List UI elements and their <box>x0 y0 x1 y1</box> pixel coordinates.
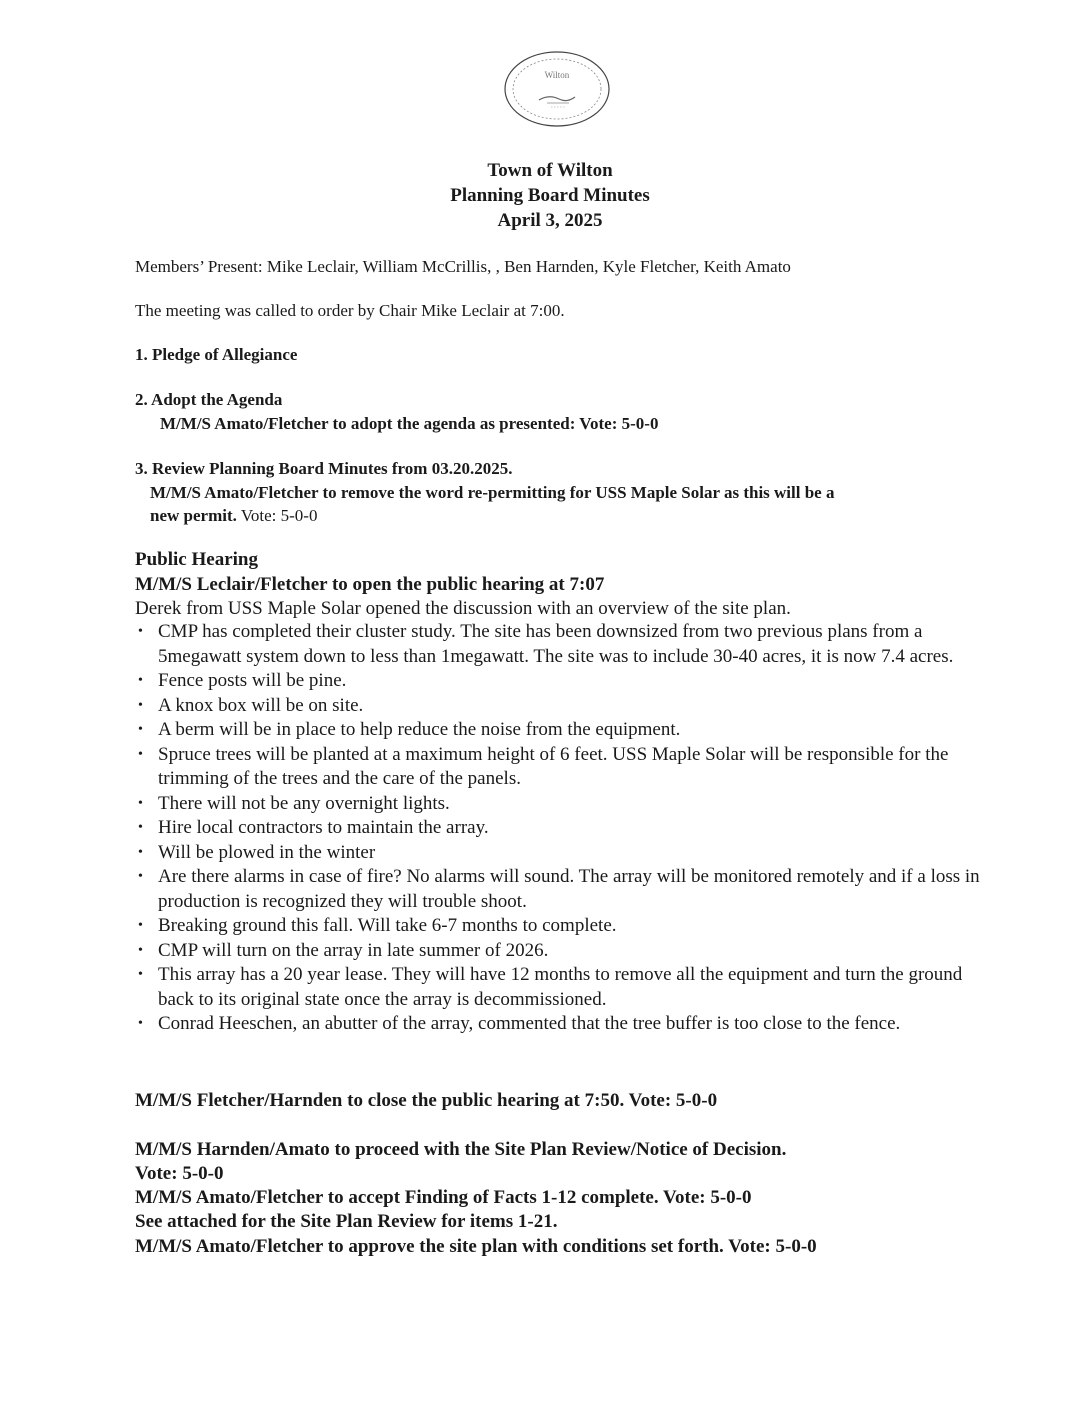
bullet-icon: • <box>138 820 143 835</box>
bullet-icon: • <box>138 844 143 860</box>
bullet-icon: • <box>138 697 143 713</box>
hearing-bullet-item <box>134 694 984 719</box>
hearing-bullet-item <box>134 743 984 792</box>
bullet-text: Breaking ground this fall. Will take 6-7 months to complete. <box>158 915 617 936</box>
seal-text: Wilton <box>544 70 570 80</box>
new-permit-text: new permit. <box>150 506 237 525</box>
town-seal-icon <box>503 50 611 128</box>
open-hearing-motion: M/M/S Leclair/Fletcher to open the public hearing at 7:07 <box>135 574 605 595</box>
hearing-bullet-item <box>134 620 984 669</box>
bullet-icon: • <box>138 942 143 958</box>
bullet-icon: • <box>138 722 143 737</box>
bullet-text: This array has a 20 year lease. They will have 12 months to remove all the equipment and turn the ground back to its original state once the array is decommissioned. <box>158 964 963 1010</box>
review-minutes-vote: Vote: 5-0-0 <box>236 506 318 525</box>
bullet-icon: • <box>138 795 143 811</box>
hearing-bullet-item <box>134 841 984 866</box>
bullet-text: Conrad Heeschen, an abutter of the array, commented that the tree buffer is too close to the fence. <box>158 1013 901 1034</box>
hearing-bullet-item <box>134 669 984 694</box>
proceed-review-motion: M/M/S Harnden/Amato to proceed with the Site Plan Review/Notice of Decision. <box>135 1139 787 1160</box>
hearing-bullet-item <box>134 816 984 841</box>
bullet-icon: • <box>138 1016 143 1031</box>
agenda-item-pledge: 1. Pledge of Allegiance <box>135 345 298 364</box>
findings-motion: M/M/S Amato/Fletcher to accept Finding of Facts 1-12 complete. Vote: 5-0-0 <box>135 1187 752 1208</box>
adopt-agenda-motion: M/M/S Amato/Fletcher to adopt the agenda as presented: Vote: 5-0-0 <box>160 414 659 433</box>
bullet-text: Fence posts will be pine. <box>158 670 347 691</box>
bullet-text: There will not be any overnight lights. <box>158 792 450 814</box>
agenda-item-review-minutes: 3. Review Planning Board Minutes from 03.20.2025. <box>135 459 513 478</box>
hearing-intro: Derek from USS Maple Solar opened the discussion with an overview of the site plan. <box>135 598 791 619</box>
bullet-text: CMP will turn on the array in late summer of 2026. <box>158 939 549 961</box>
members-present: Members’ Present: Mike Leclair, William McCrillis, , Ben Harnden, Kyle Fletcher, Keith Amato <box>135 257 791 276</box>
hearing-discussion-list <box>134 620 984 1037</box>
review-minutes-motion-cont <box>150 504 317 528</box>
bullet-text: Hire local contractors to maintain the array. <box>158 817 489 838</box>
hearing-bullet-item <box>134 718 984 743</box>
hearing-bullet-item <box>134 963 984 1012</box>
bullet-icon: • <box>138 869 143 884</box>
document-title-block <box>0 158 1088 233</box>
meeting-date: April 3, 2025 <box>497 210 603 231</box>
hearing-bullet-item <box>134 792 984 817</box>
public-hearing-heading: Public Hearing <box>135 549 258 570</box>
bullet-text: A knox box will be on site. <box>158 694 364 716</box>
review-minutes-motion: M/M/S Amato/Fletcher to remove the word re-permitting for USS Maple Solar as this will be a <box>150 483 835 502</box>
bullet-text: A berm will be in place to help reduce the noise from the equipment. <box>158 719 681 740</box>
bullet-text: CMP has completed their cluster study. The site has been downsized from two previous plans from a 5megawatt system down to less than 1megawatt. The site was to include 30-40 acres, it is now 7.4 acres. <box>158 621 954 667</box>
bullet-icon: • <box>138 967 143 982</box>
bullet-text: Will be plowed in the winter <box>158 841 376 863</box>
hearing-bullet-item <box>134 939 984 964</box>
document-title: Planning Board Minutes <box>450 185 650 206</box>
town-name: Town of Wilton <box>487 160 613 181</box>
attached-note: See attached for the Site Plan Review for items 1-21. <box>135 1211 558 1232</box>
hearing-bullet-item <box>134 865 984 914</box>
hearing-bullet-item <box>134 1012 984 1037</box>
hearing-bullet-item <box>134 914 984 939</box>
bullet-icon: • <box>138 673 143 688</box>
bullet-text: Spruce trees will be planted at a maximum height of 6 feet. USS Maple Solar will be responsible for the trimming of the trees and the care of the panels. <box>158 743 949 789</box>
bullet-icon: • <box>138 624 143 639</box>
agenda-item-adopt: 2. Adopt the Agenda <box>135 390 283 409</box>
approve-site-plan-motion: M/M/S Amato/Fletcher to approve the site plan with conditions set forth. Vote: 5-0-0 <box>135 1236 817 1257</box>
call-to-order: The meeting was called to order by Chair Mike Leclair at 7:00. <box>135 301 565 320</box>
close-hearing-motion: M/M/S Fletcher/Harnden to close the public hearing at 7:50. Vote: 5-0-0 <box>135 1090 718 1111</box>
bullet-icon: • <box>138 746 143 762</box>
bullet-icon: • <box>138 918 143 933</box>
bullet-text: Are there alarms in case of fire? No alarms will sound. The array will be monitored remotely and if a loss in production is recognized they will trouble shoot. <box>158 866 980 912</box>
proceed-review-vote: Vote: 5-0-0 <box>135 1163 224 1184</box>
